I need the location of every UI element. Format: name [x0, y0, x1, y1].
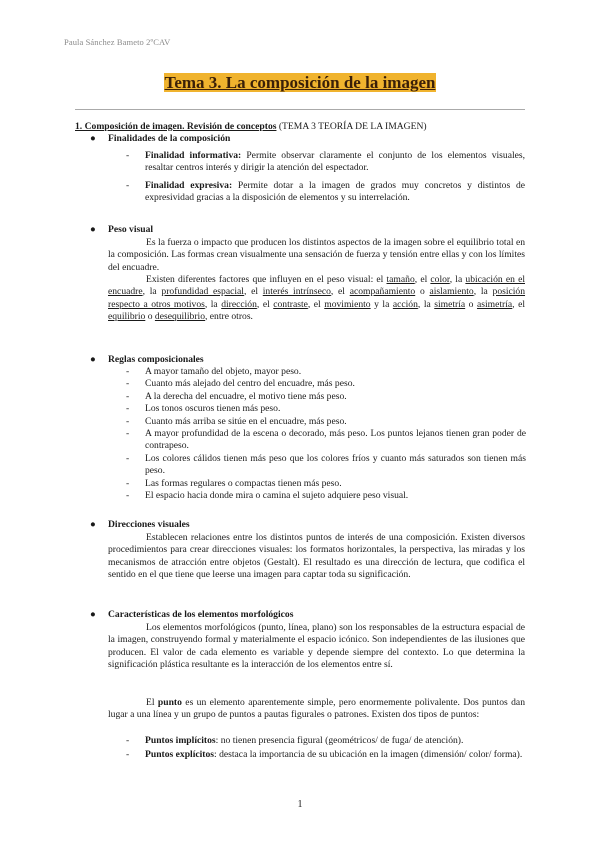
factor-sep: o [465, 298, 477, 310]
section-heading-text: 1. Composición de imagen. Revisión de conceptos [75, 121, 277, 132]
factor-term: color [430, 274, 450, 285]
page-number: 1 [297, 799, 303, 810]
section-heading-suffix: (TEMA 3 TEORÍA DE LA IMAGEN) [276, 121, 427, 132]
factor-term: tamaño [386, 274, 415, 285]
factor-sep: , el [243, 286, 263, 298]
list-item-text: A la derecha del encuadre, el motivo tiene más peso. [145, 390, 347, 402]
list-item [126, 378, 526, 390]
section-heading [75, 121, 545, 133]
punto-pre: El [146, 697, 158, 708]
bullet-icon: ● [90, 224, 96, 235]
peso-heading: Peso visual [108, 224, 154, 235]
list-item [126, 453, 526, 478]
direcciones-text-b: Existen diversos procedimientos para crear direcciones visuales: los formatos horizontales, la perspectiva, las miradas y los mecanismos de atracción entre objetos (Gestalt). El resultado es una dirección de lectura, que codifica el sentido en el que tiene que leerse una imagen para captar toda su significación. [108, 532, 525, 581]
bullet-icon: ● [90, 354, 96, 365]
direcciones-paragraph [108, 532, 525, 582]
peso-p2-intro: Existen diferentes factores que influyen en el peso visual: el [146, 274, 387, 285]
list-item-text: Cuanto más alejado del centro del encuadre, más peso. [145, 378, 355, 390]
dash-icon: - [126, 477, 130, 489]
puntos-implicitos [145, 735, 525, 747]
divider [75, 109, 525, 110]
factor-term: movimiento [324, 298, 371, 310]
list-item [126, 478, 526, 490]
list-item [126, 403, 526, 415]
puntos-explicitos-text: : destaca la importancia de su ubicación en la imagen (dimensión/ color/ forma). [214, 749, 523, 760]
factor-term: equilibrio [108, 311, 146, 323]
page-title-text: Tema 3. La composición de la imagen [164, 73, 436, 92]
finalidad-informativa-text: Permite observar claramente el conjunto de los elementos visuales, resaltar centros interés y dirigir la atención del espectador. [145, 150, 526, 174]
list-item [126, 366, 526, 378]
punto-bold: punto [157, 697, 182, 708]
dash-icon: - [126, 366, 130, 377]
dash-icon: - [126, 452, 130, 464]
factor-term: ubicación en el encuadre [108, 274, 525, 298]
list-item-text: Las formas regulares o compactas tienen más peso. [145, 477, 342, 489]
list-item-text: A mayor profundidad de la escena o decorado, más peso. Los puntos lejanos tienen gran poder de contrapeso. [145, 428, 526, 452]
list-item [126, 490, 526, 502]
factor-sep: , el [512, 298, 525, 310]
factor-term: interés intrínseco [262, 286, 331, 298]
list-item [126, 391, 526, 403]
factor-term: dirección [221, 298, 257, 310]
dash-icon: - [126, 428, 130, 440]
factor-sep: , la [142, 286, 162, 298]
caracteristicas-heading: Características de los elementos morfológicos [108, 609, 294, 620]
reglas-list [126, 366, 526, 502]
dash-icon: - [126, 490, 130, 502]
dash-icon: - [126, 150, 130, 161]
factor-term: aislamiento [429, 286, 474, 298]
dash-icon: - [126, 403, 130, 415]
dash-icon: - [126, 390, 130, 402]
list-item [126, 416, 526, 428]
list-item-text: Los colores cálidos tienen más peso que los colores fríos y cuanto más saturados son tienen más peso. [145, 452, 526, 477]
direcciones-text-a: Establecen relaciones entre los distintos puntos de interés de una composición. [146, 532, 458, 543]
list-item [126, 428, 526, 453]
dash-icon: - [126, 378, 130, 390]
factor-sep: , la [449, 274, 466, 285]
list-item-text: El espacio hacia donde mira o camina el sujeto adquiere peso visual. [145, 490, 409, 502]
factor-term: acompañamiento [349, 286, 416, 298]
finalidad-informativa-label: Finalidad informativa: [145, 150, 242, 161]
punto-post: es un elemento aparentemente simple, pero enormemente polivalente. Dos puntos dan lugar a una línea y un grupo de puntos a pautas figurales o patrones. Existen dos tipos de puntos: [108, 697, 525, 721]
factor-sep: o [145, 311, 155, 323]
finalidades-heading: Finalidades de la composición [108, 133, 231, 144]
factor-sep: , la [204, 298, 222, 310]
finalidad-informativa [145, 150, 525, 175]
factor-sep: , el [256, 298, 274, 310]
factor-term: posición respecto a otros motivos [108, 286, 526, 310]
finalidad-expresiva [145, 180, 525, 205]
puntos-implicitos-text: : no tienen presencia figural (geométricos/ de fuga/ de atención). [215, 735, 464, 746]
factor-sep: , el [414, 274, 431, 285]
factor-sep: , el [307, 298, 325, 310]
factor-sep: , la [417, 298, 435, 310]
list-item-text: Los tonos oscuros tienen más peso. [145, 403, 281, 415]
factor-term: desequilibrio [154, 311, 205, 323]
factor-sep: , la [473, 286, 493, 298]
list-item-text: Cuanto más arriba se sitúe en el encuadre, más peso. [145, 415, 347, 427]
puntos-explicitos [145, 749, 525, 761]
page-title [0, 73, 600, 93]
dash-icon: - [126, 749, 130, 760]
factor-sep: , el [330, 286, 350, 298]
puntos-implicitos-label: Puntos implícitos [145, 735, 216, 746]
reglas-heading: Reglas composicionales [108, 354, 204, 365]
list-item-text: A mayor tamaño del objeto, mayor peso. [145, 366, 302, 377]
factor-term: contraste [273, 298, 308, 310]
factor-sep: y la [370, 298, 393, 310]
factor-sep: , entre otros. [205, 311, 253, 323]
factor-term: profundidad espacial [161, 286, 244, 298]
finalidad-expresiva-label: Finalidad expresiva: [145, 180, 233, 191]
factor-term: asimetría [476, 298, 513, 310]
peso-paragraph-1: Es la fuerza o impacto que producen los distintos aspectos de la imagen sobre el equilibrio total en la composición. Las formas crean visualmente una sensación de fuerza y tensión entre ellas y con los límites del encuadre. [108, 237, 525, 273]
puntos-explicitos-label: Puntos explícitos [145, 749, 215, 760]
dash-icon: - [126, 735, 130, 746]
dash-icon: - [126, 180, 130, 191]
finalidad-expresiva-text: Permite dotar a la imagen de grados muy concretos y distintos de expresividad gracias a la disposición de elementos y su interrelación. [145, 180, 525, 204]
bullet-icon: ● [90, 609, 96, 620]
bullet-icon: ● [90, 519, 96, 530]
caracteristicas-paragraph-2 [108, 697, 525, 722]
caracteristicas-paragraph-1: Los elementos morfológicos (punto, línea, plano) son los responsables de la estructura espacial de la imagen, construyendo formal y materialmente el espacio icónico. Son independientes de las ilusiones que producen. El valor de cada elemento es variable y depende siempre del contexto. Lo que determina la significación plástica resultante es la interacción de los elementos entre sí. [108, 622, 525, 671]
document-header: Paula Sánchez Bameto 2ºCAV [64, 37, 171, 47]
bullet-icon: ● [90, 133, 96, 144]
dash-icon: - [126, 415, 130, 427]
direcciones-heading: Direcciones visuales [108, 519, 190, 530]
factor-sep: o [415, 286, 430, 298]
factor-term: simetría [434, 298, 466, 310]
peso-paragraph-2 [108, 274, 525, 324]
factor-term: acción [392, 298, 418, 310]
